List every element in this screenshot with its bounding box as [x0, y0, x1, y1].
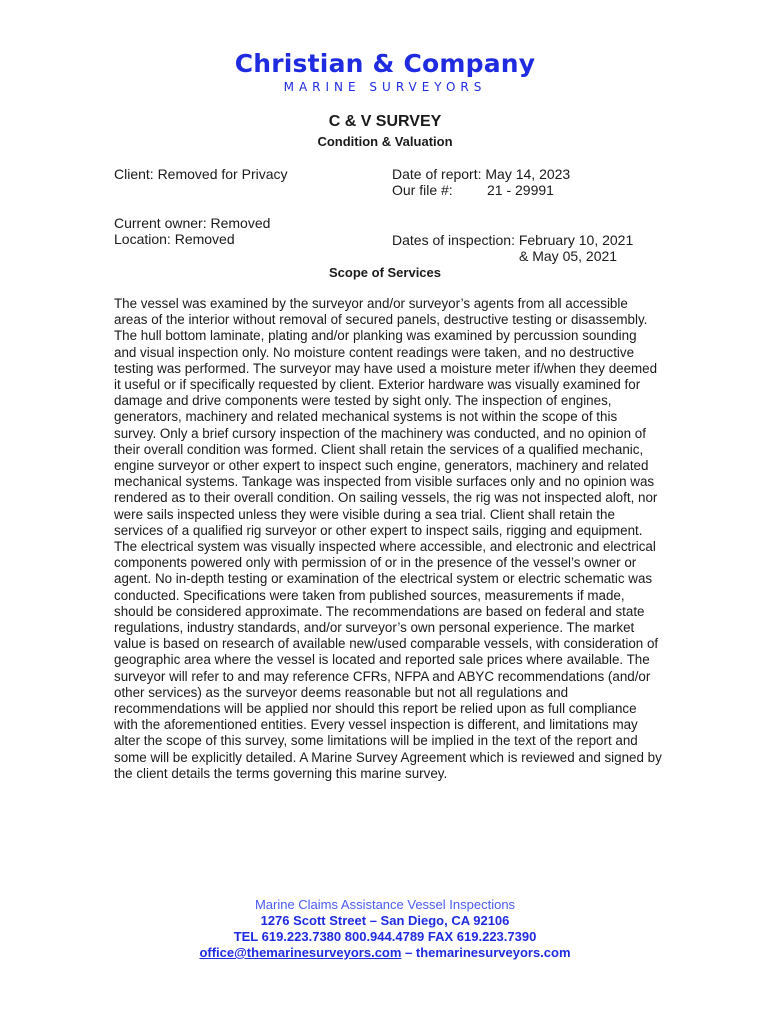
report-date-field: Date of report: May 14, 2023 [392, 166, 571, 182]
report-subtitle: Condition & Valuation [317, 134, 453, 149]
company-tagline: MARINE SURVEYORS [283, 80, 487, 94]
scope-heading: Scope of Services [329, 265, 441, 280]
footer-services: Marine Claims Assistance Vessel Inspections [254, 897, 516, 912]
inspection-dates-field: Dates of inspection: February 10, 2021 [392, 232, 634, 248]
footer-separator: – [401, 945, 416, 960]
footer-contact [0, 945, 770, 960]
footer-address: 1276 Scott Street – San Diego, CA 92106 [260, 913, 510, 928]
report-title: C & V SURVEY [328, 113, 442, 130]
location-field: Location: Removed [114, 231, 235, 247]
company-name: Christian & Company [234, 49, 536, 78]
current-owner-field: Current owner: Removed [114, 215, 271, 231]
website-link[interactable]: themarinesurveyors.com [415, 945, 571, 960]
email-link[interactable]: office@themarinesurveyors.com [199, 945, 402, 960]
scope-body: The vessel was examined by the surveyor and/or surveyor’s agents from all accessible areas of the interior without removal of secured panels, destructive testing or disassembly. The hull bottom laminate, plating and/or planking was examined by percussion sounding and visual inspection only. No moisture content readings were taken, and no destructive testing was performed. The surveyor may have used a moisture meter if/when they deemed it useful or if specifically requested by client. Exterior hardware was visually examined for damage and drive components were tested by sight only. The inspection of engines, generators, machinery and related mechanical systems is not within the scope of this survey. Only a brief cursory inspection of the machinery was conducted, and no opinion of their overall condition was formed. Client shall retain the services of a qualified mechanic, engine surveyor or other expert to inspect such engine, generators, machinery and related mechanical systems. Tankage was inspected from visible surfaces only and no opinion was rendered as to their overall condition. On sailing vessels, the rig was not inspected aloft, nor were sails inspected unless they were visible during a sea trial. Client shall retain the services of a qualified rig surveyor or other expert to inspect sails, rigging and equipment. The electrical system was visually inspected where accessible, and electronic and electrical components powered only with permission of or in the presence of the vessel’s owner or agent. No in-depth testing or examination of the electrical system or electric schematic was conducted. Specifications were taken from published sources, measurements if made, should be considered approximate. The recommendations are based on federal and state regulations, industry standards, and/or surveyor’s own personal experience. The market value is based on research of available new/used comparable vessels, with consideration of geographic area where the vessel is located and reported sale prices where available. The surveyor will refer to and may reference CFRs, NFPA and ABYC recommendations (and/or other services) as the surveyor deems reasonable but not all regulations and recommendations will be applied nor should this report be relied upon as full compliance with the aforementioned entities. Every vessel inspection is different, and limitations may alter the scope of this survey, some limitations will be implied in the text of the report and some will be explicitly detailed. A Marine Survey Agreement which is reviewed and signed by the client details the terms governing this marine survey. [114, 296, 662, 781]
client-field: Client: Removed for Privacy [114, 166, 288, 182]
file-label: Our file #: [392, 182, 453, 198]
footer-phone: TEL 619.223.7380 800.944.4789 FAX 619.223.7390 [233, 929, 537, 944]
file-number: 21 - 29991 [487, 182, 554, 198]
inspection-dates-second: & May 05, 2021 [519, 248, 618, 264]
